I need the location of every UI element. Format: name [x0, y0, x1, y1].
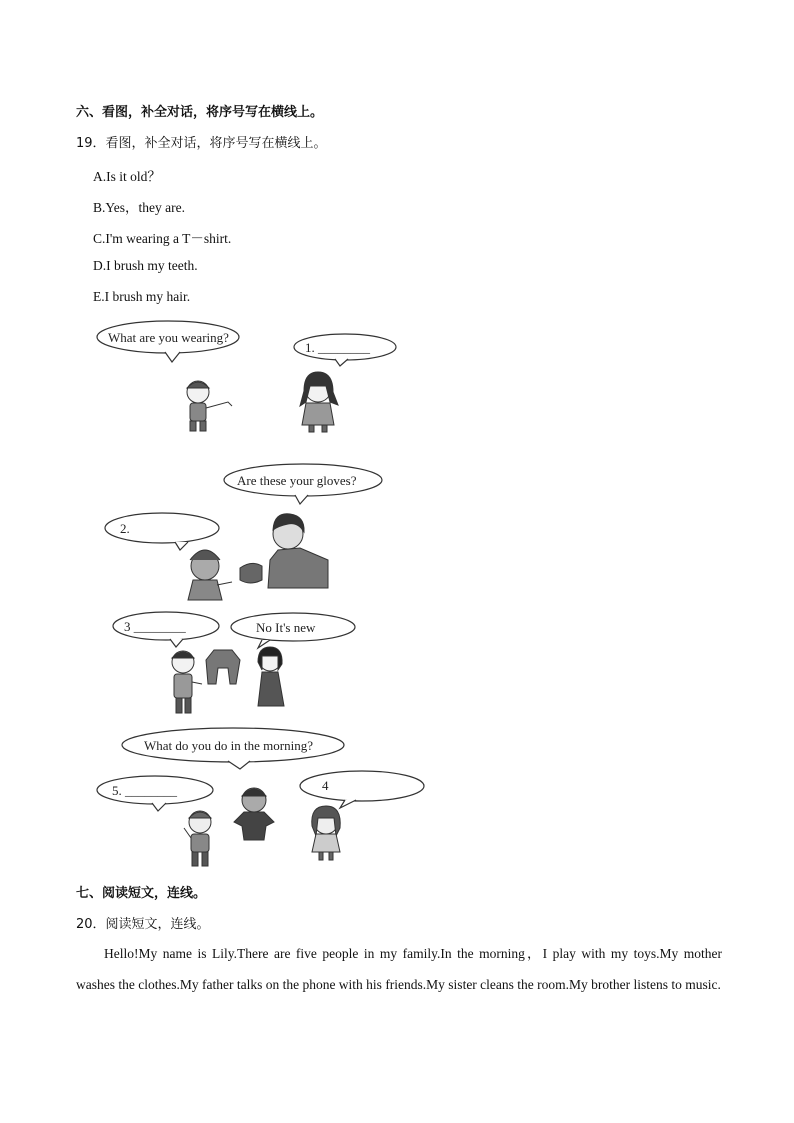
option-d: D.I brush my teeth.	[93, 258, 198, 273]
bubble-text-a2: 2.	[120, 521, 130, 536]
woman-figure-scene3	[258, 647, 284, 706]
option-c: C.I'm wearing a T－shirt.	[93, 231, 232, 246]
question-19-title: 19．看图，补全对话，将序号写在横线上。	[76, 136, 327, 151]
gloves-icon	[240, 563, 262, 583]
bubble-text-q4: What do you do in the morning?	[144, 738, 313, 753]
sweater-icon	[206, 650, 240, 684]
option-e: E.I brush my hair.	[93, 289, 191, 304]
bubble-text-q1: What are you wearing?	[108, 330, 229, 345]
bubble-text-a5: 5. ________	[112, 783, 177, 798]
section-six-heading: 六、看图，补全对话，将序号写在横线上。	[76, 105, 324, 120]
boy-figure-scene1	[187, 381, 232, 431]
bubble-text-a3: 3 ________	[124, 619, 186, 634]
girl-figure-scene1	[300, 372, 338, 432]
question-20-title: 20．阅读短文，连线。	[76, 917, 210, 932]
bubble-text-a1: 1. ________	[305, 340, 370, 355]
reading-passage: Hello!My name is Lily.There are five people in my family.In the morning，I play with my toys.My mother washes the clothes.My father talks on the phone with his friends.My sister cleans the room.My brother listens to music.	[76, 946, 722, 992]
boy-brushing-teeth-figure	[184, 811, 211, 866]
boy-figure-center-scene4	[234, 788, 274, 840]
girl-figure-scene2	[188, 550, 232, 600]
bubble-text-q2: Are these your gloves?	[237, 473, 357, 488]
option-b: B.Yes，they are.	[93, 200, 185, 215]
boy-figure-scene3	[172, 651, 202, 713]
speech-bubble-a4	[300, 771, 424, 808]
man-figure-scene2	[268, 514, 328, 588]
bubble-text-q3: No It's new	[256, 620, 316, 635]
option-a: A.Is it old？	[93, 169, 161, 184]
section-seven-heading: 七、阅读短文，连线。	[76, 886, 207, 901]
bubble-text-a4: 4	[322, 778, 329, 793]
girl-brushing-hair-figure	[312, 806, 340, 860]
